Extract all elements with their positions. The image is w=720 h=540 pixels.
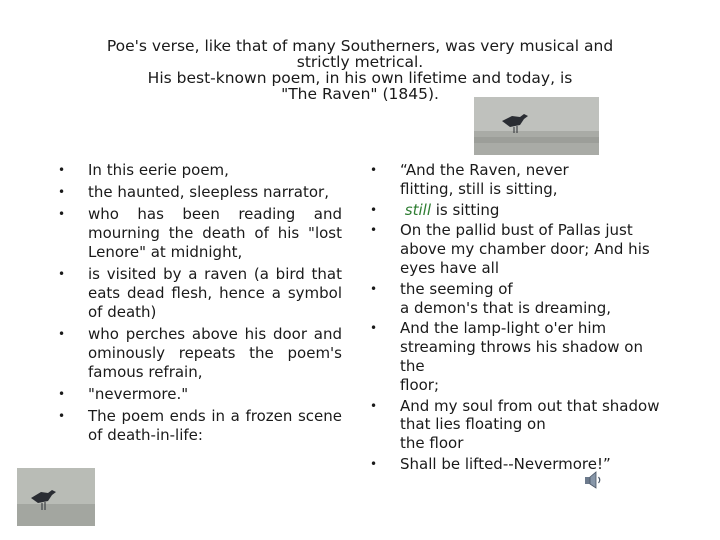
list-item: • "nevermore." [58, 385, 342, 404]
list-item: • The poem ends in a frozen scene of death-in-life: [58, 407, 342, 445]
list-item: • who has been reading and mourning the death of his "lost Lenore" at midnight, [58, 205, 342, 262]
right-bullet-list [370, 161, 670, 476]
verse-line: the seeming of [400, 279, 513, 298]
title-line-1: Poe's verse, like that of many Southerners, was very musical and [106, 37, 614, 55]
list-item: • the haunted, sleepless narrator, [58, 183, 342, 202]
list-item [370, 161, 670, 199]
list-item: • In this eerie poem, [58, 161, 342, 180]
raven-photo-icon [17, 468, 95, 526]
title-line-3: His best-known poem, in his own lifetime and today, is [147, 69, 573, 87]
list-item: • is visited by a raven (a bird that eats dead flesh, hence a symbol of death) [58, 265, 342, 322]
verse-line: And my soul from out that shadow that lies floating on [400, 396, 660, 434]
verse-line: is sitting [430, 200, 500, 219]
verse-line: “And the Raven, never [400, 161, 569, 179]
list-item [370, 319, 670, 394]
verse-emphasis: still [404, 200, 431, 219]
raven-photo-icon [474, 97, 599, 155]
title-line-4: "The Raven" (1845). [281, 85, 439, 103]
verse-line: flitting, still is sitting, [400, 179, 558, 198]
verse-line: And the lamp-light o'er him streaming throws his shadow on the [400, 319, 643, 375]
verse-line: a demon's that is dreaming, [400, 298, 612, 317]
list-item [370, 280, 670, 318]
list-item: • who perches above his door and ominously repeats the poem's famous refrain, [58, 325, 342, 382]
list-item [370, 201, 670, 220]
slide-title [40, 38, 680, 102]
left-bullet-list [58, 161, 342, 448]
title-line-2: strictly metrical. [296, 53, 424, 71]
list-item: • Shall be lifted--Nevermore!” [370, 455, 670, 474]
verse-line: the floor [400, 434, 464, 453]
verse-line: floor; [400, 375, 440, 394]
list-item: • On the pallid bust of Pallas just above my chamber door; And his eyes have all [370, 221, 670, 277]
speaker-icon[interactable] [582, 469, 604, 491]
list-item [370, 397, 670, 453]
